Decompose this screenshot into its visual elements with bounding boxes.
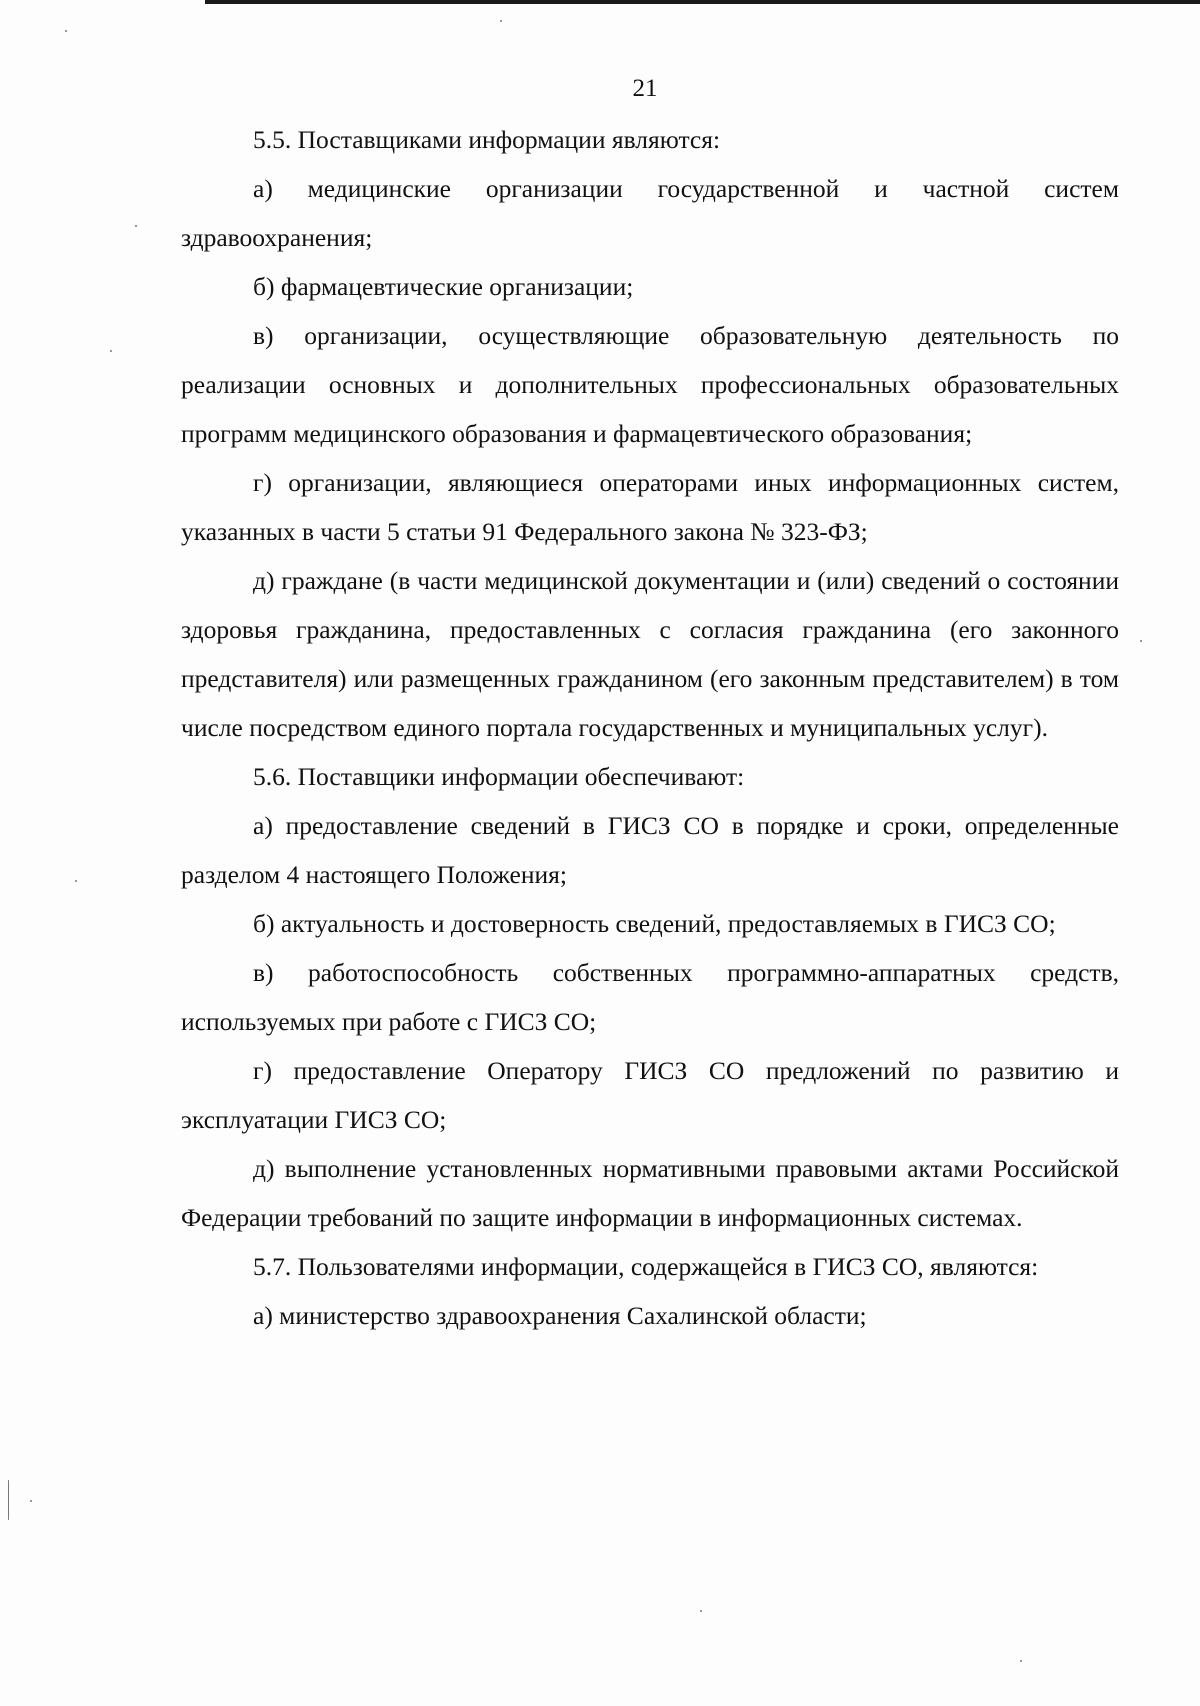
paragraph-5-5-b: б) фармацевтические организации; bbox=[253, 272, 634, 301]
paragraph-5-5-d: д) граждане (в части медицинской документации и (или) сведений о состоянии здоровья гражданина, предоставленных с согласия гражданина (его законного представителя) или размещенных гражданином (его законным представителем) в том числе посредством единого портала государственных и муниципальных услуг). bbox=[181, 566, 1119, 742]
paragraph-5-6-v: в) работоспособность собственных программно-аппаратных средств, используемых при работе с ГИСЗ СО; bbox=[181, 958, 1119, 1036]
scan-speck bbox=[110, 350, 112, 352]
scan-speck bbox=[700, 1610, 702, 1612]
paragraph-5-5: 5.5. Поставщиками информации являются: bbox=[253, 125, 721, 154]
paragraph-5-5-v: в) организации, осуществляющие образовательную деятельность по реализации основных и дополнительных профессиональных образовательных программ медицинского образования и фармацевтического образования; bbox=[181, 321, 1119, 448]
scan-speck bbox=[30, 1500, 32, 1502]
paragraph-5-7: 5.7. Пользователями информации, содержащейся в ГИСЗ СО, являются: bbox=[253, 1252, 1039, 1281]
paragraph-5-5-a: а) медицинские организации государственной и частной систем здравоохранения; bbox=[181, 174, 1119, 252]
paragraph-5-5-g: г) организации, являющиеся операторами иных информационных систем, указанных в части 5 статьи 91 Федерального закона № 323-ФЗ; bbox=[181, 468, 1119, 546]
scan-speck bbox=[135, 225, 137, 227]
scan-speck bbox=[8, 1480, 9, 1520]
scan-speck bbox=[500, 20, 502, 22]
paragraph-5-7-a: а) министерство здравоохранения Сахалинской области; bbox=[253, 1301, 867, 1330]
scan-speck bbox=[1140, 640, 1142, 642]
scan-speck bbox=[1020, 1660, 1022, 1662]
document-body bbox=[181, 115, 1119, 1340]
top-border-line bbox=[205, 0, 1200, 4]
paragraph-5-6-a: а) предоставление сведений в ГИСЗ СО в порядке и сроки, определенные разделом 4 настоящего Положения; bbox=[181, 811, 1119, 889]
paragraph-5-6-g: г) предоставление Оператору ГИСЗ СО предложений по развитию и эксплуатации ГИСЗ СО; bbox=[181, 1056, 1119, 1134]
scan-speck bbox=[65, 30, 67, 32]
paragraph-5-6-b: б) актуальность и достоверность сведений, предоставляемых в ГИСЗ СО; bbox=[253, 909, 1056, 938]
paragraph-5-6-d: д) выполнение установленных нормативными правовыми актами Российской Федерации требований по защите информации в информационных системах. bbox=[181, 1154, 1119, 1232]
page-number: 21 bbox=[632, 75, 658, 102]
scan-speck bbox=[75, 880, 77, 882]
paragraph-5-6: 5.6. Поставщики информации обеспечивают: bbox=[253, 762, 745, 791]
